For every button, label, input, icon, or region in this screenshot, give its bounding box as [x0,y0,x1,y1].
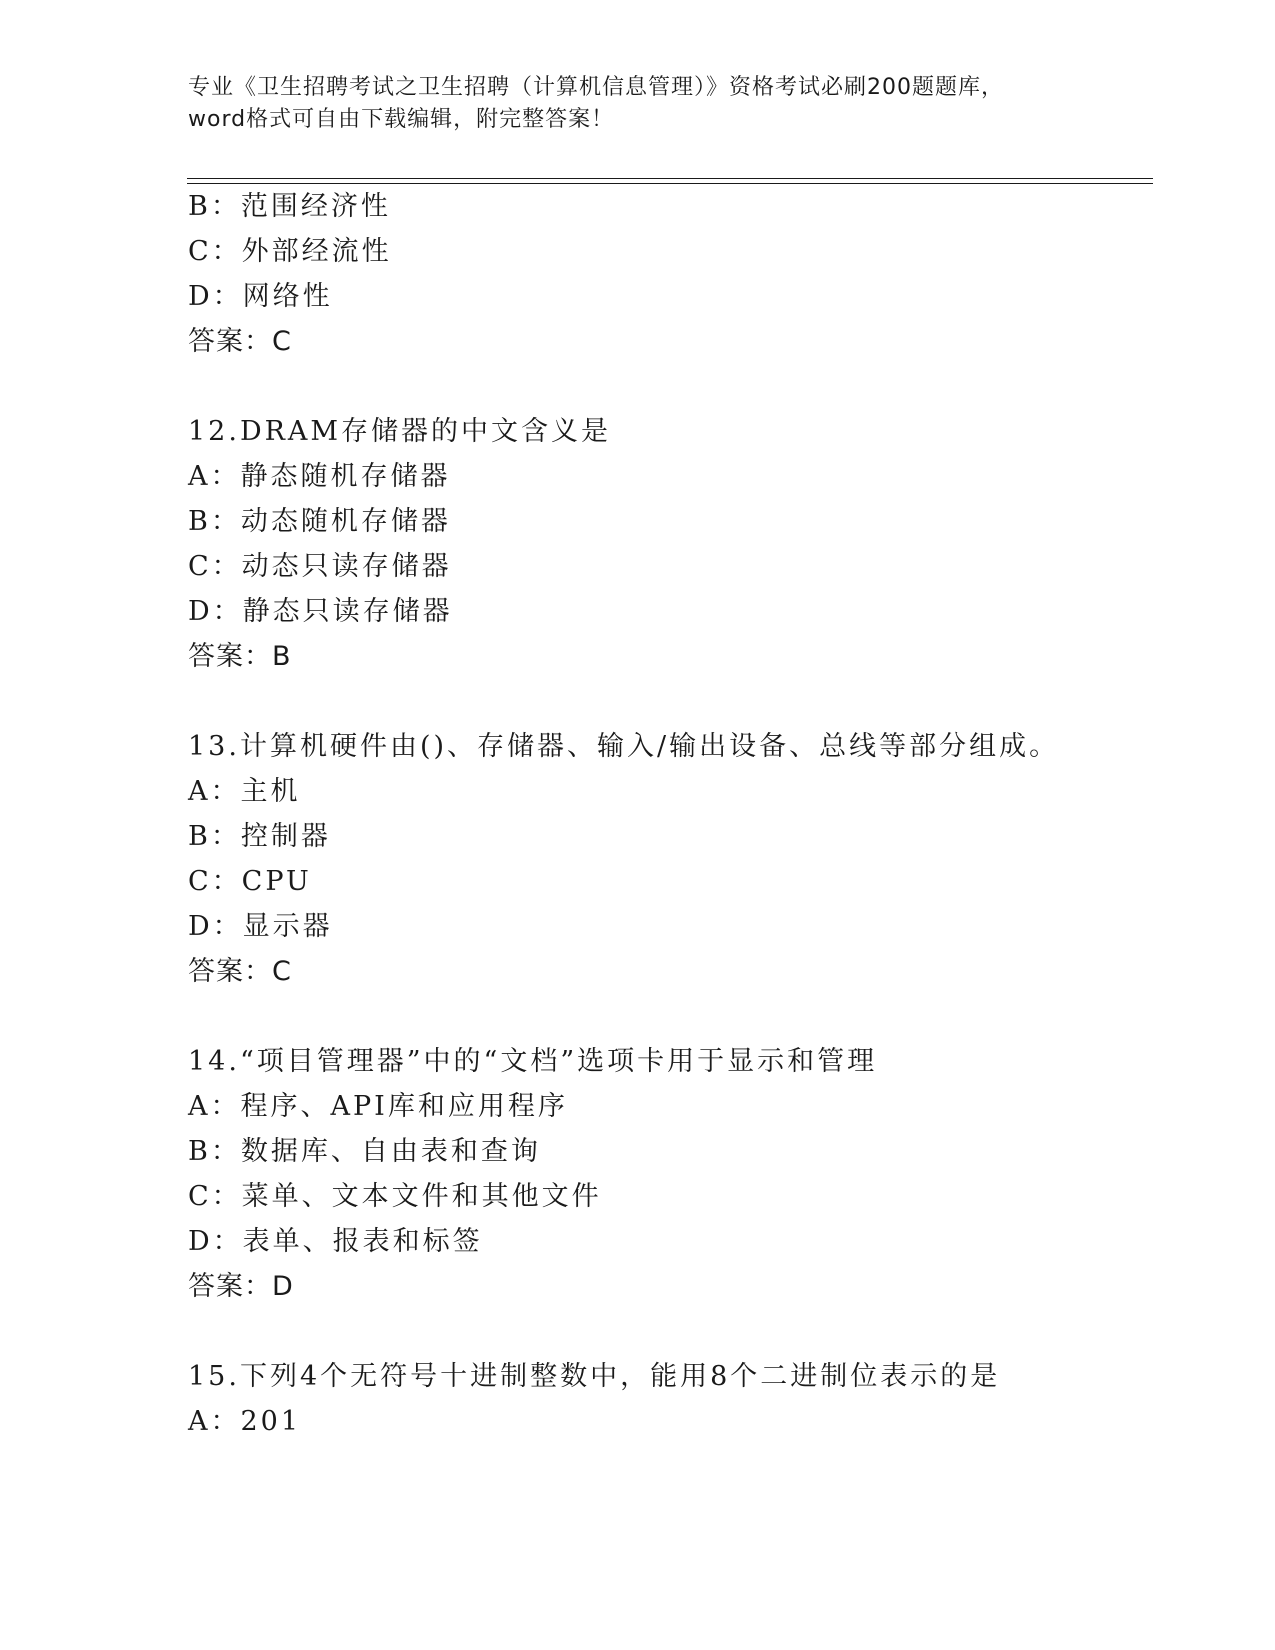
answer: 答案：B [188,641,292,672]
option-c: C：动态只读存储器 [188,551,452,582]
question-stem: 13.计算机硬件由()、存储器、输入/输出设备、总线等部分组成。 [188,731,1060,762]
header-line-2: word格式可自由下载编辑，附完整答案！ [188,107,615,132]
option-b: B：动态随机存储器 [188,506,451,537]
option-b: B：数据库、自由表和查询 [188,1136,541,1167]
answer: 答案：D [188,1271,294,1302]
question-stem: 15.下列4个无符号十进制整数中，能用8个二进制位表示的是 [188,1361,1001,1392]
document-header [188,72,1108,136]
answer: 答案：C [188,326,292,357]
header-divider-bottom [187,183,1153,184]
option-a: A：主机 [188,776,301,807]
option-a: A：201 [188,1406,302,1437]
question-stem: 12.DRAM存储器的中文含义是 [188,416,612,447]
question-stem: 14.“项目管理器”中的“文档”选项卡用于显示和管理 [188,1046,878,1077]
option-d: D：表单、报表和标签 [188,1226,483,1257]
header-line-1: 专业《卫生招聘考试之卫生招聘（计算机信息管理）》资格考试必刷200题题库， [188,75,1004,100]
option-c: C：CPU [188,866,312,897]
option-a: A：程序、API库和应用程序 [188,1091,568,1122]
option-a: A：静态随机存储器 [188,461,451,492]
option-c: C：菜单、文本文件和其他文件 [188,1181,602,1212]
option-d: D：静态只读存储器 [188,596,453,627]
option-b: B：范围经济性 [188,191,391,222]
option-b: B：控制器 [188,821,331,852]
answer: 答案：C [188,956,292,987]
option-d: D：网络性 [188,281,333,312]
option-d: D：显示器 [188,911,333,942]
header-divider-top [187,178,1153,179]
option-c: C：外部经流性 [188,236,392,267]
